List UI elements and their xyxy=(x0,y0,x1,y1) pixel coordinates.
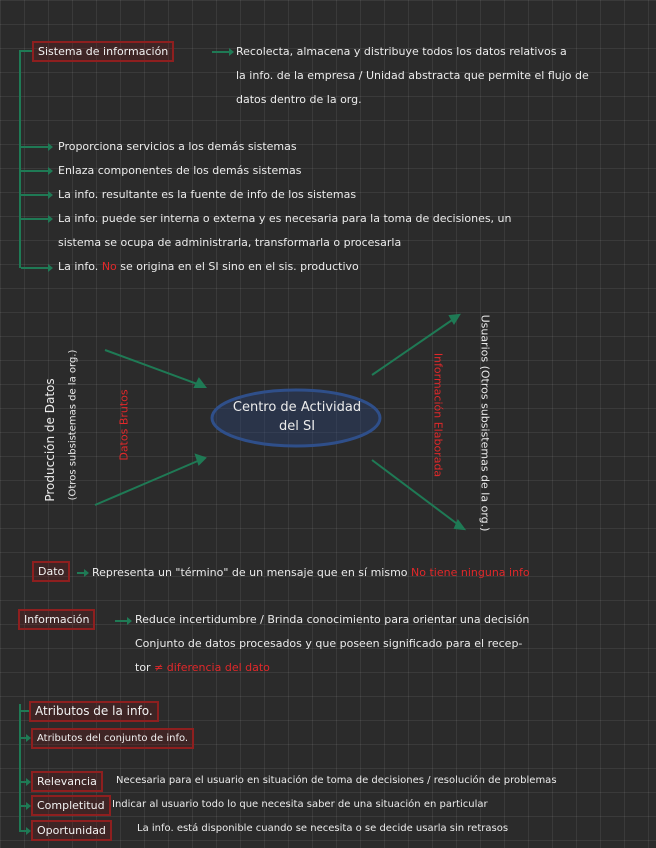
sistema-title-box xyxy=(32,41,174,62)
arrow-in-bottom-head xyxy=(196,455,205,464)
attr-label-2: Completitud xyxy=(37,799,105,812)
attr-label-1: Relevancia xyxy=(37,775,97,788)
bullet-arrow-5 xyxy=(21,267,49,269)
bullet-arrow-4 xyxy=(21,218,49,220)
bullet-3: La info. resultante es la fuente de info de los sistemas xyxy=(58,188,357,201)
arrow-in-bottom xyxy=(95,460,200,505)
arrow-out-top-head xyxy=(450,315,459,323)
bullet-2: Enlaza componentes de los demás sistemas xyxy=(58,164,302,177)
arrow-out-bottom xyxy=(372,460,460,526)
center-label xyxy=(212,398,382,436)
arrow-in-top-head xyxy=(195,379,205,387)
center-label-2: del SI xyxy=(278,419,316,434)
dato-red: No tiene ninguna info xyxy=(411,566,530,579)
connector-vertical-2 xyxy=(19,704,21,832)
attr-box-2 xyxy=(31,795,111,816)
arrow-in-top xyxy=(105,350,200,385)
informacion-label: Información xyxy=(24,613,90,626)
bullet-4-cont: sistema se ocupa de administrarla, transformarla o procesarla xyxy=(58,236,402,249)
bullet-5-red: No xyxy=(101,260,117,273)
dato-text xyxy=(92,561,530,585)
atributos-sub-arrow xyxy=(21,737,27,739)
center-label-1: Centro de Actividad xyxy=(232,400,362,415)
atributos-subtitle-box xyxy=(31,728,194,749)
sistema-desc-2: la info. de la empresa / Unidad abstracta que permite el flujo de xyxy=(236,69,589,82)
bullet-5-after: se origina en el SI sino en el sis. productivo xyxy=(120,260,359,273)
connector-h-title xyxy=(19,50,32,52)
info-line-3-before: tor xyxy=(135,661,151,674)
dato-arrow xyxy=(77,572,85,574)
info-line-3 xyxy=(135,656,270,680)
dato-label: Dato xyxy=(38,565,65,578)
dato-box xyxy=(32,561,70,582)
attr-label-3: Oportunidad xyxy=(37,824,106,837)
sistema-arrow xyxy=(212,51,230,53)
sistema-desc-1: Recolecta, almacena y distribuye todos los datos relativos a xyxy=(236,45,567,58)
info-line-2: Conjunto de datos procesados y que poseen significado para el recep- xyxy=(135,637,523,650)
attr-text-1: Necesaria para el usuario en situación de toma de decisiones / resolución de problemas xyxy=(116,775,557,786)
connector-h-attr-title xyxy=(19,710,29,712)
atributos-title-box xyxy=(29,701,159,722)
informacion-arrow xyxy=(115,620,128,622)
right-red-label: Información Elaborada xyxy=(431,352,445,478)
attr-text-3: La info. está disponible cuando se necesita o se decide usarla sin retrasos xyxy=(137,823,509,834)
left-red-label: Datos Brutos xyxy=(117,389,131,461)
attr-text-2: Indicar al usuario todo lo que necesita saber de una situación en particular xyxy=(112,799,488,810)
attr-box-3 xyxy=(31,820,112,841)
bullet-arrow-1 xyxy=(21,146,49,148)
attr-arrow-3 xyxy=(21,830,27,832)
bullet-5 xyxy=(58,255,359,279)
bullet-5-before: La info. xyxy=(58,260,99,273)
left-label-1: Producción de Datos xyxy=(43,378,57,502)
bullet-4: La info. puede ser interna o externa y es necesaria para la toma de decisiones, un xyxy=(58,212,512,225)
atributos-title: Atributos de la info. xyxy=(35,704,153,718)
sistema-title: Sistema de información xyxy=(38,45,169,58)
informacion-box xyxy=(18,609,95,630)
connector-vertical-1 xyxy=(19,50,21,268)
bullet-arrow-2 xyxy=(21,170,49,172)
bullet-1: Proporciona servicios a los demás sistemas xyxy=(58,140,297,153)
info-line-3-red: ≠ diferencia del dato xyxy=(154,661,270,674)
sistema-desc-3: datos dentro de la org. xyxy=(236,93,362,106)
left-label-2: (Otros subsistemas de la org.) xyxy=(67,349,79,501)
attr-arrow-1 xyxy=(21,781,27,783)
dato-desc: Representa un "término" de un mensaje que en sí mismo xyxy=(92,566,408,579)
attr-box-1 xyxy=(31,771,103,792)
atributos-subtitle: Atributos del conjunto de info. xyxy=(37,733,189,744)
bullet-arrow-3 xyxy=(21,194,49,196)
info-line-1: Reduce incertidumbre / Brinda conocimiento para orientar una decisión xyxy=(135,613,530,626)
right-label-1: Usuarios (Otros subsistemas de la org.) xyxy=(478,314,492,532)
attr-arrow-2 xyxy=(21,805,27,807)
